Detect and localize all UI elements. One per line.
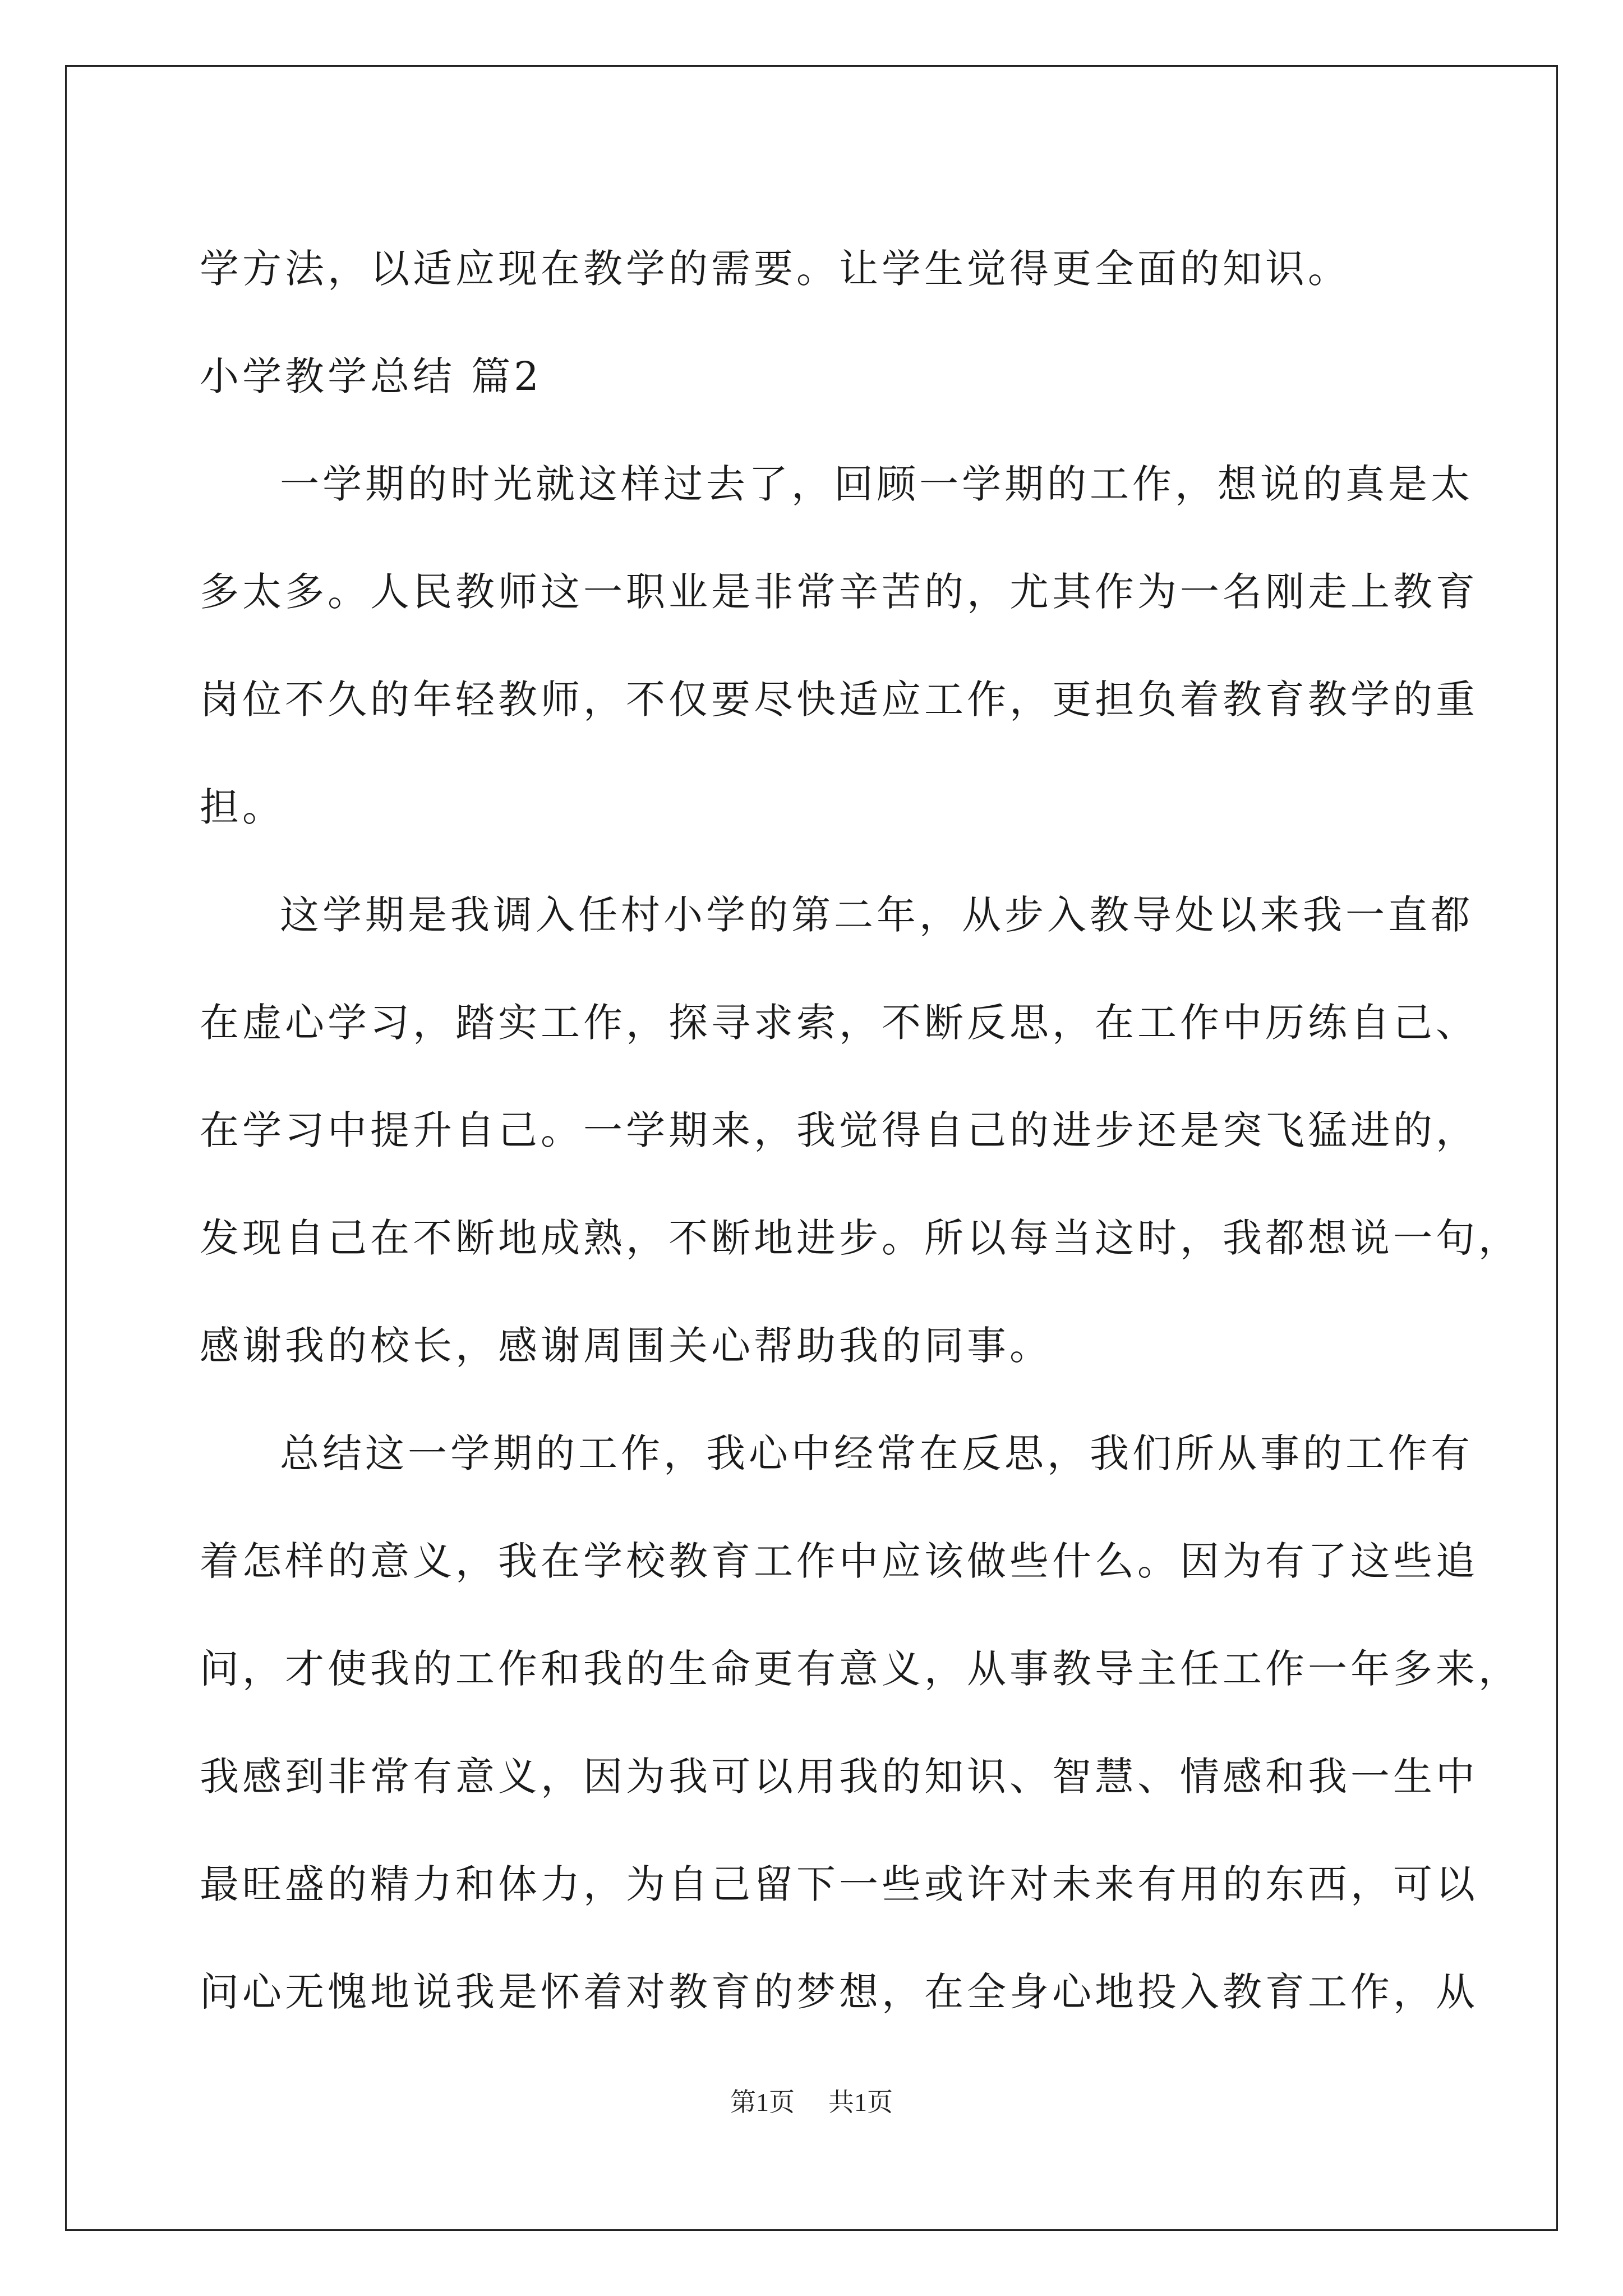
text-line: 在虚心学习，踏实工作，探寻求索，不断反思，在工作中历练自己、 bbox=[200, 1000, 1478, 1046]
text-line: 担。 bbox=[200, 784, 285, 830]
text-line: 问，才使我的工作和我的生命更有意义，从事教导主任工作一年多来， bbox=[200, 1646, 1521, 1692]
section-heading: 小学教学总结 篇2 bbox=[200, 353, 542, 399]
document-body bbox=[200, 215, 1521, 2046]
text-line: 总结这一学期的工作，我心中经常在反思，我们所从事的工作有 bbox=[280, 1430, 1473, 1476]
page-total: 共1页 bbox=[828, 2088, 893, 2116]
page-number: 第1页 bbox=[730, 2088, 795, 2116]
text-line: 最旺盛的精力和体力，为自己留下一些或许对未来有用的东西，可以 bbox=[200, 1861, 1478, 1907]
text-line: 在学习中提升自己。一学期来，我觉得自己的进步还是突飞猛进的， bbox=[200, 1107, 1478, 1153]
text-line: 一学期的时光就这样过去了，回顾一学期的工作，想说的真是太 bbox=[280, 461, 1473, 507]
text-line: 多太多。人民教师这一职业是非常辛苦的，尤其作为一名刚走上教育 bbox=[200, 569, 1478, 615]
text-line: 问心无愧地说我是怀着对教育的梦想，在全身心地投入教育工作，从 bbox=[200, 1969, 1478, 2015]
text-line: 学方法，以适应现在教学的需要。让学生觉得更全面的知识。 bbox=[200, 246, 1350, 292]
text-line: 这学期是我调入任村小学的第二年，从步入教导处以来我一直都 bbox=[280, 892, 1473, 938]
text-line: 着怎样的意义，我在学校教育工作中应该做些什么。因为有了这些追 bbox=[200, 1538, 1478, 1584]
text-line: 我感到非常有意义，因为我可以用我的知识、智慧、情感和我一生中 bbox=[200, 1754, 1478, 1800]
page-footer bbox=[0, 2086, 1623, 2119]
text-line: 感谢我的校长，感谢周围关心帮助我的同事。 bbox=[200, 1323, 1052, 1369]
text-line: 岗位不久的年轻教师，不仅要尽快适应工作，更担负着教育教学的重 bbox=[200, 677, 1478, 723]
text-line: 发现自己在不断地成熟，不断地进步。所以每当这时，我都想说一句， bbox=[200, 1215, 1521, 1261]
